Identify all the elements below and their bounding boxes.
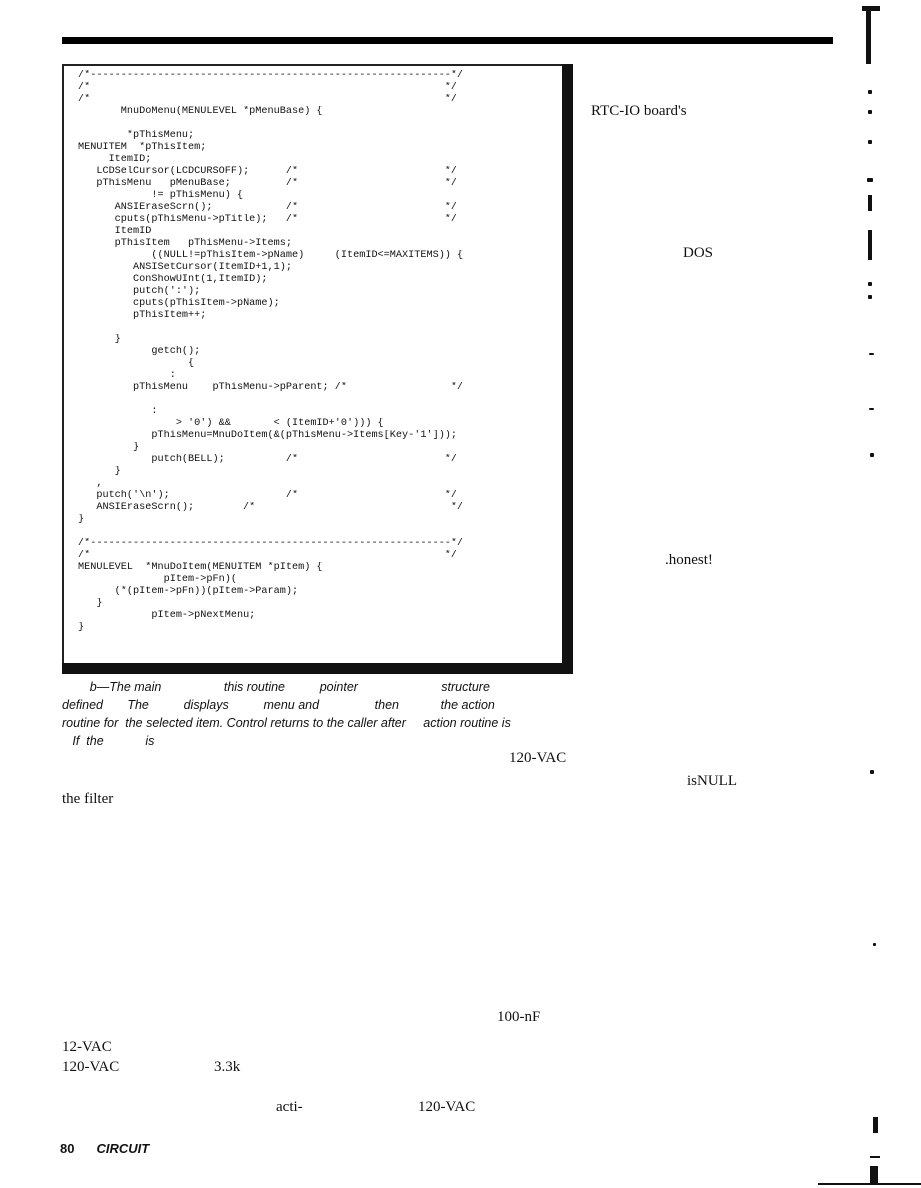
- code-line: putch(BELL); /* */: [78, 454, 458, 465]
- code-line: pThisItem++;: [78, 310, 207, 321]
- code-line: MnuDoMenu(MENULEVEL *pMenuBase) {: [78, 106, 323, 117]
- scan-speck: [868, 295, 872, 299]
- text-120vac-3: 120-VAC: [418, 1099, 476, 1115]
- scan-speck: [868, 140, 872, 144]
- code-line: ANSIEraseScrn(); /* */: [78, 502, 464, 513]
- text-isnull: isNULL: [687, 773, 737, 789]
- top-rule: [62, 37, 833, 44]
- code-line: :: [78, 370, 176, 381]
- code-listing: [78, 70, 548, 634]
- page-footer: [60, 1141, 149, 1156]
- code-line: {: [78, 358, 195, 369]
- text-120vac: 120-VAC: [509, 750, 567, 766]
- code-line: /* */: [78, 82, 458, 93]
- code-line: /*-----------------------------------------------------------*/: [78, 538, 464, 549]
- code-line: ANSIEraseScrn(); /* */: [78, 202, 458, 213]
- scan-edge-mark: [866, 6, 871, 64]
- scan-speck: [873, 943, 876, 946]
- scan-edge-mark: [818, 1183, 921, 1185]
- code-line: > '0') && < (ItemID+'0'))) {: [78, 418, 384, 429]
- code-line: MENULEVEL *MnuDoItem(MENUITEM *pItem) {: [78, 562, 323, 573]
- code-line: pThisMenu pMenuBase; /* */: [78, 178, 458, 189]
- code-line: *pThisMenu;: [78, 130, 195, 141]
- code-line: ,: [78, 478, 103, 489]
- code-line: /* */: [78, 94, 458, 105]
- text-acti: acti-: [276, 1099, 303, 1115]
- text-100nf: 100-nF: [497, 1009, 541, 1025]
- code-line: :: [78, 406, 158, 417]
- code-line: pThisItem pThisMenu->Items;: [78, 238, 292, 249]
- scan-speck: [869, 353, 874, 355]
- code-line: ItemID: [78, 226, 152, 237]
- scan-speck: [870, 453, 874, 457]
- caption-line: defined The displays menu and then the action: [62, 698, 495, 712]
- code-line: pThisMenu pThisMenu->pParent; /* */: [78, 382, 464, 393]
- scan-speck: [870, 770, 874, 774]
- code-line: }: [78, 334, 121, 345]
- scan-speck: [868, 90, 872, 94]
- scan-edge-mark: [862, 6, 880, 11]
- code-line: }: [78, 514, 85, 525]
- code-line: /* */: [78, 550, 458, 561]
- text-the-filter: the filter: [62, 791, 114, 807]
- text-12vac: 12-VAC: [62, 1039, 112, 1055]
- code-line: putch(':');: [78, 286, 201, 297]
- scan-speck: [868, 110, 872, 114]
- code-line: putch('\n'); /* */: [78, 490, 458, 501]
- code-line: ANSISetCursor(ItemID+1,1);: [78, 262, 292, 273]
- code-line: cputs(pThisItem->pName);: [78, 298, 280, 309]
- text-dos: DOS: [683, 245, 714, 261]
- scan-edge-mark: [868, 230, 872, 260]
- listing-shadow: [562, 64, 573, 674]
- caption-line: If the is: [62, 734, 155, 748]
- scan-speck: [869, 408, 874, 410]
- code-line: ((NULL!=pThisItem->pName) (ItemID<=MAXITEMS)) {: [78, 250, 464, 261]
- code-line: getch();: [78, 346, 201, 357]
- code-line: [78, 322, 548, 334]
- scan-edge-mark: [870, 1156, 880, 1158]
- code-line: }: [78, 466, 121, 477]
- scan-edge-mark: [868, 195, 872, 211]
- text-120vac-2: 120-VAC: [62, 1059, 120, 1075]
- code-line: [78, 526, 548, 538]
- text-rtc-io: RTC-IO board's: [591, 103, 687, 119]
- code-line: ItemID;: [78, 154, 152, 165]
- code-line: }: [78, 622, 85, 633]
- scan-speck: [867, 178, 873, 182]
- listing-caption: [62, 678, 572, 750]
- scan-edge-mark: [873, 1117, 878, 1133]
- code-line: != pThisMenu) {: [78, 190, 244, 201]
- text-honest: .honest!: [665, 552, 713, 568]
- caption-line: routine for the selected item. Control returns to the caller after action routine is: [62, 716, 511, 730]
- code-line: [78, 394, 548, 406]
- page-number: 80: [60, 1141, 75, 1156]
- code-line: /*-----------------------------------------------------------*/: [78, 70, 464, 81]
- code-line: MENUITEM *pThisItem;: [78, 142, 207, 153]
- magazine-name: CIRCUIT: [96, 1141, 150, 1156]
- caption-line: b—The main this routine pointer structure: [62, 680, 490, 694]
- scan-speck: [868, 282, 872, 286]
- code-line: pThisMenu=MnuDoItem(&(pThisMenu->Items[Key-'1']));: [78, 430, 458, 441]
- code-line: }: [78, 598, 103, 609]
- code-line: LCDSelCursor(LCDCURSOFF); /* */: [78, 166, 458, 177]
- text-resistor: 3.3k: [214, 1059, 241, 1075]
- code-line: pItem->pNextMenu;: [78, 610, 256, 621]
- code-line: pItem->pFn)(: [78, 574, 237, 585]
- code-line: [78, 118, 548, 130]
- scan-edge-mark: [870, 1166, 878, 1184]
- code-line: (*(pItem->pFn))(pItem->Param);: [78, 586, 299, 597]
- code-line: cputs(pThisMenu->pTitle); /* */: [78, 214, 458, 225]
- listing-shadow-bottom: [62, 663, 573, 674]
- code-line: }: [78, 442, 140, 453]
- code-line: ConShowUInt(1,ItemID);: [78, 274, 268, 285]
